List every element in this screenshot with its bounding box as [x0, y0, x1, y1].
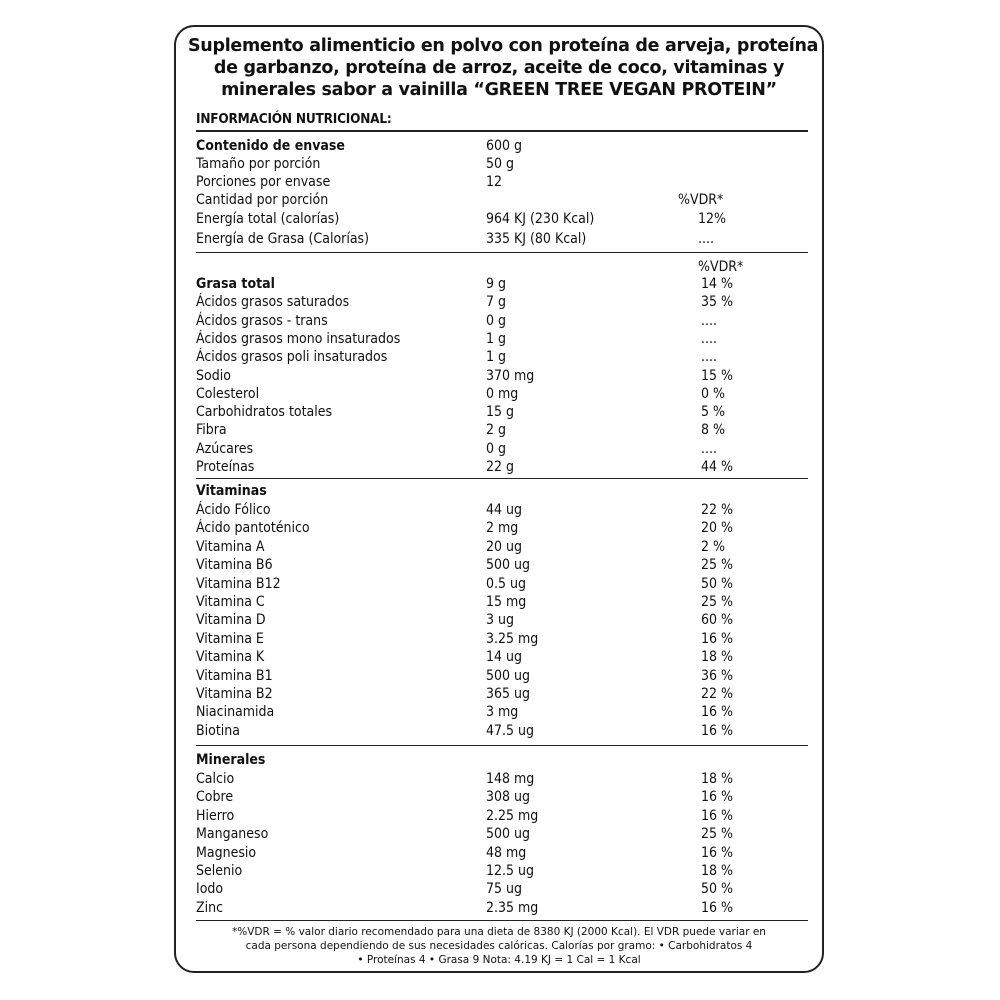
footnote	[190, 925, 808, 967]
nutrient-name: Niacinamida	[196, 704, 275, 721]
table-row	[196, 648, 808, 666]
nutrient-name: Proteínas	[196, 459, 255, 475]
heading-underline	[196, 130, 808, 132]
nutrient-name: Biotina	[196, 722, 240, 739]
nutrient-name: Vitamina B2	[196, 686, 273, 702]
nutrient-name: Cantidad por porción	[196, 192, 329, 208]
table-row	[196, 556, 808, 574]
nutrient-name: Vitamina B12	[196, 575, 281, 592]
nutrient-amount: 500 ug	[486, 557, 531, 574]
nutrient-amount: 0 g	[486, 312, 507, 329]
nutrient-vdr: ....	[701, 349, 717, 366]
nutrient-vdr: 15 %	[701, 367, 733, 384]
table-row	[196, 312, 808, 330]
table-row	[196, 788, 808, 806]
nutrient-name: Ácidos grasos saturados	[196, 294, 350, 311]
nutrient-amount: 12	[486, 174, 503, 190]
nutrient-amount: 308 ug	[486, 789, 531, 806]
nutrient-amount: 964 KJ (230 Kcal)	[486, 211, 595, 227]
nutrient-vdr: 60 %	[701, 612, 733, 629]
table-row	[196, 825, 808, 843]
nutrient-amount: 2.35 mg	[486, 899, 539, 916]
table-row	[196, 703, 808, 721]
nutrient-amount: 2 g	[486, 422, 507, 439]
nutrient-vdr: 14 %	[701, 276, 733, 292]
nutrient-name: Azúcares	[196, 440, 254, 457]
product-title	[176, 35, 822, 101]
table-row	[196, 293, 808, 311]
nutrient-vdr: 22 %	[701, 686, 733, 702]
table-row	[196, 862, 808, 880]
table-row	[196, 421, 808, 439]
nutrient-amount: 7 g	[486, 294, 507, 311]
nutrition-info-heading: INFORMACIÓN NUTRICIONAL:	[196, 111, 392, 127]
nutrient-amount: 9 g	[486, 276, 507, 292]
table-row	[196, 155, 808, 173]
vdr-column-header: %VDR*	[698, 259, 744, 275]
nutrient-name: Hierro	[196, 807, 235, 824]
nutrient-amount: 50 g	[486, 156, 515, 172]
nutrient-vdr: 16 %	[701, 807, 733, 824]
nutrient-name: Vitamina B1	[196, 667, 273, 684]
table-row	[196, 230, 808, 248]
nutrient-vdr: ....	[698, 231, 714, 247]
section-heading	[196, 751, 808, 769]
nutrient-amount: 500 ug	[486, 826, 531, 843]
nutrient-name: Vitamina C	[196, 594, 265, 610]
nutrient-amount: 22 g	[486, 459, 515, 475]
nutrient-amount: 14 ug	[486, 649, 523, 666]
nutrient-name: Selenio	[196, 863, 243, 879]
nutrition-label	[174, 25, 824, 973]
nutrient-amount: 600 g	[486, 138, 523, 154]
table-row	[196, 899, 808, 917]
nutrient-name: Magnesio	[196, 844, 257, 861]
nutrient-name: Tamaño por porción	[196, 156, 321, 172]
nutrient-name: Contenido de envase	[196, 138, 345, 154]
nutrient-name: Ácido Fólico	[196, 502, 271, 518]
nutrient-vdr: 8 %	[701, 422, 725, 439]
title-line: minerales sabor a vainilla “GREEN TREE VEGAN PROTEIN”	[221, 80, 777, 100]
footnote-line: • Proteínas 4 • Grasa 9 Nota: 4.19 KJ = 1 Cal = 1 Kcal	[357, 954, 641, 966]
nutrient-vdr: 25 %	[701, 594, 733, 610]
table-row	[196, 630, 808, 648]
nutrient-amount: 370 mg	[486, 367, 535, 384]
nutrient-amount: 2.25 mg	[486, 807, 539, 824]
table-row	[196, 367, 808, 385]
nutrient-vdr: 18 %	[701, 863, 733, 879]
nutrient-vdr: ....	[701, 440, 717, 457]
nutrient-name: Vitamina D	[196, 612, 266, 629]
table-row	[196, 770, 808, 788]
table-row	[196, 403, 808, 421]
section-heading-label: Minerales	[196, 752, 266, 768]
nutrient-vdr: 16 %	[701, 789, 733, 806]
table-row	[196, 807, 808, 825]
nutrient-amount: 335 KJ (80 Kcal)	[486, 231, 587, 247]
nutrient-vdr: 50 %	[701, 575, 733, 592]
nutrient-vdr: 20 %	[701, 520, 733, 537]
footnote-line: *%VDR = % valor diario recomendado para una dieta de 8380 KJ (2000 Kcal). El VDR puede variar en	[232, 926, 766, 938]
nutrient-vdr: 16 %	[701, 630, 733, 647]
nutrient-vdr: 35 %	[701, 294, 733, 311]
nutrient-amount: 1 g	[486, 349, 507, 366]
nutrient-name: Vitamina B6	[196, 557, 273, 574]
nutrient-name: Carbohidratos totales	[196, 404, 333, 421]
section-heading-label: Vitaminas	[196, 483, 267, 499]
table-row	[196, 844, 808, 862]
table-row	[196, 880, 808, 898]
nutrient-name: Fibra	[196, 422, 227, 439]
nutrient-amount: 3 mg	[486, 704, 519, 721]
nutrient-vdr: 25 %	[701, 557, 733, 574]
table-row	[196, 348, 808, 366]
nutrient-amount: 75 ug	[486, 881, 523, 898]
nutrient-amount: 1 g	[486, 330, 507, 347]
nutrient-amount: 47.5 ug	[486, 722, 535, 739]
nutrient-name: Ácidos grasos - trans	[196, 312, 328, 329]
nutrient-amount: 2 mg	[486, 520, 519, 537]
table-row	[196, 458, 808, 476]
nutrient-amount: 15 mg	[486, 594, 527, 610]
nutrient-amount: 148 mg	[486, 771, 535, 787]
table-row	[196, 440, 808, 458]
table-row	[196, 685, 808, 703]
nutrient-vdr: 16 %	[701, 899, 733, 916]
nutrient-vdr: 18 %	[701, 649, 733, 666]
nutrient-name: Calcio	[196, 771, 235, 787]
nutrient-name: Ácido pantoténico	[196, 520, 310, 537]
nutrient-amount: 12.5 ug	[486, 863, 535, 879]
table-row	[196, 501, 808, 519]
nutrient-name: Energía de Grasa (Calorías)	[196, 231, 370, 247]
nutrient-amount: 365 ug	[486, 686, 531, 702]
nutrient-name: Vitamina A	[196, 538, 265, 555]
table-row	[196, 173, 808, 191]
nutrient-amount: 0 g	[486, 440, 507, 457]
section-heading	[196, 482, 808, 500]
table-row	[196, 593, 808, 611]
nutrient-vdr: 5 %	[701, 404, 725, 421]
nutrient-amount: 3 ug	[486, 612, 514, 629]
nutrient-name: Vitamina K	[196, 649, 265, 666]
nutrient-amount: 15 g	[486, 404, 515, 421]
table-row	[196, 275, 808, 293]
nutrient-vdr: ....	[701, 312, 717, 329]
nutrient-vdr: 16 %	[701, 844, 733, 861]
table-row	[196, 611, 808, 629]
table-row	[196, 385, 808, 403]
nutrient-vdr: 50 %	[701, 881, 733, 898]
nutrient-name: Cobre	[196, 789, 234, 806]
table-row	[196, 538, 808, 556]
vdr-column-header: %VDR*	[678, 192, 724, 208]
section-divider	[196, 745, 808, 746]
nutrient-vdr: 12%	[698, 211, 726, 227]
nutrient-amount: 0.5 ug	[486, 575, 527, 592]
section-divider	[196, 252, 808, 253]
nutrient-vdr: ....	[701, 330, 717, 347]
nutrient-name: Manganeso	[196, 826, 269, 843]
title-line: Suplemento alimenticio en polvo con proteína de arveja, proteína	[188, 36, 819, 56]
nutrient-vdr: 44 %	[701, 459, 733, 475]
nutrient-name: Colesterol	[196, 385, 260, 402]
nutrient-amount: 48 mg	[486, 844, 527, 861]
table-row	[196, 575, 808, 593]
section-divider	[196, 920, 808, 921]
nutrient-name: Zinc	[196, 899, 224, 916]
nutrient-name: Sodio	[196, 367, 231, 384]
nutrient-vdr: 16 %	[701, 704, 733, 721]
table-row	[196, 330, 808, 348]
nutrient-name: Porciones por envase	[196, 174, 331, 190]
nutrient-vdr: 25 %	[701, 826, 733, 843]
nutrient-vdr: 22 %	[701, 502, 733, 518]
nutrient-vdr: 36 %	[701, 667, 733, 684]
nutrient-name: Grasa total	[196, 276, 275, 292]
nutrient-name: Ácidos grasos mono insaturados	[196, 330, 401, 347]
nutrient-vdr: 18 %	[701, 771, 733, 787]
nutrient-vdr: 0 %	[701, 385, 725, 402]
nutrient-amount: 500 ug	[486, 667, 531, 684]
table-row	[196, 519, 808, 537]
table-row	[196, 667, 808, 685]
nutrient-name: Iodo	[196, 881, 224, 898]
nutrient-amount: 20 ug	[486, 538, 523, 555]
table-row	[196, 722, 808, 740]
footnote-line: cada persona dependiendo de sus necesidades calóricas. Calorías por gramo: • Carbohidratos 4	[245, 940, 753, 952]
nutrient-amount: 44 ug	[486, 502, 523, 518]
nutrient-vdr: 16 %	[701, 722, 733, 739]
section-divider	[196, 478, 808, 479]
nutrient-name: Ácidos grasos poli insaturados	[196, 349, 388, 366]
nutrient-amount: 3.25 mg	[486, 630, 539, 647]
nutrient-amount: 0 mg	[486, 385, 519, 402]
nutrient-name: Vitamina E	[196, 630, 264, 647]
title-line: de garbanzo, proteína de arroz, aceite de coco, vitaminas y	[213, 58, 785, 78]
nutrient-vdr: 2 %	[701, 538, 725, 555]
table-row	[196, 137, 808, 155]
nutrient-name: Energía total (calorías)	[196, 211, 340, 227]
table-row	[196, 210, 808, 228]
